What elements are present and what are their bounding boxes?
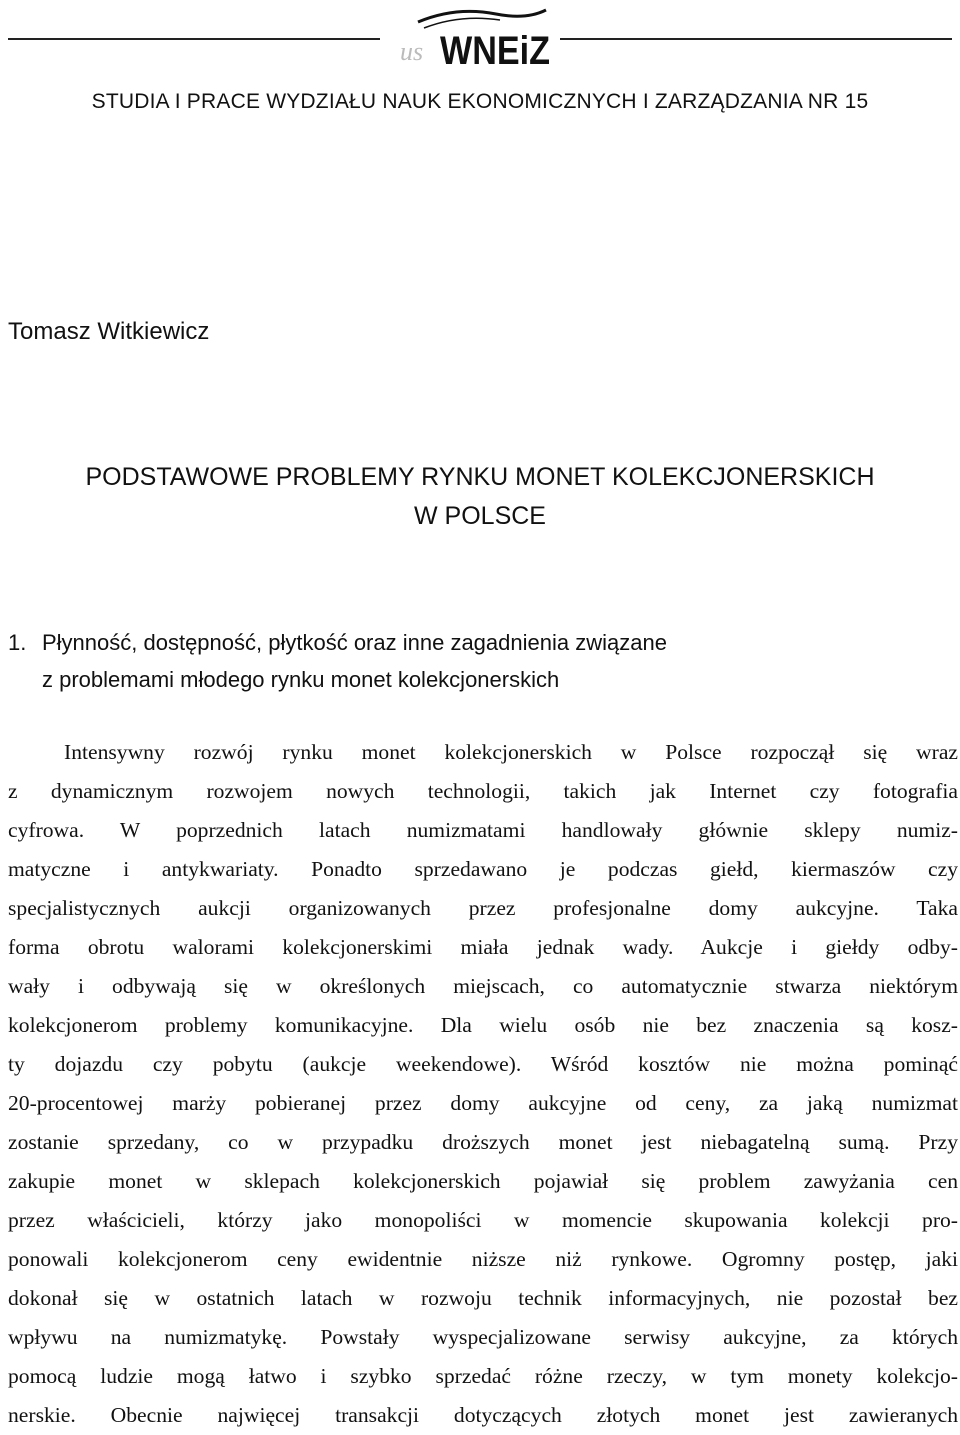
body-line: 20-procentowej marży pobieranej przez domy aukcyjne od ceny, za jaką numizmat xyxy=(8,1091,958,1115)
author-name: Tomasz Witkiewicz xyxy=(8,318,210,345)
section-title-line-2: z problemami młodego rynku monet kolekcjonerskich xyxy=(42,667,560,692)
body-line: ponowali kolekcjonerom ceny ewidentnie niższe niż rynkowe. Ogromny postęp, jaki xyxy=(8,1247,958,1271)
body-line: wpływu na numizmatykę. Powstały wyspecjalizowane serwisy aukcyjne, za których xyxy=(8,1325,958,1349)
body-line: cyfrowa. W poprzednich latach numizmatami handlowały głównie sklepy numiz- xyxy=(8,818,958,842)
body-line: przez właścicieli, którzy jako monopoliści w momencie skupowania kolekcji pro- xyxy=(8,1208,958,1232)
body-line: zakupie monet w sklepach kolekcjonerskich pojawiał się problem zawyżania cen xyxy=(8,1169,958,1193)
logo-text: WNEiZ xyxy=(440,29,550,72)
journal-title: STUDIA I PRACE WYDZIAŁU NAUK EKONOMICZNYCH I ZARZĄDZANIA NR 15 xyxy=(91,90,869,113)
body-line: ty dojazdu czy pobytu (aukcje weekendowe). Wśród kosztów nie można pominąć xyxy=(8,1052,958,1076)
article-title-line-1: PODSTAWOWE PROBLEMY RYNKU MONET KOLEKCJONERSKICH xyxy=(85,463,875,491)
article-title-line-2: W POLSCE xyxy=(414,502,546,530)
header-rule-left xyxy=(8,38,380,40)
section-heading xyxy=(8,624,908,698)
wneiz-logo xyxy=(396,4,556,72)
body-line: kolekcjonerom problemy komunikacyjne. Dla wielu osób nie bez znaczenia są kosz- xyxy=(8,1013,958,1037)
body-line: wały i odbywają się w określonych miejscach, co automatycznie stwarza niektórym xyxy=(8,974,958,998)
body-line: matyczne i antykwariaty. Ponadto sprzedawano je podczas giełd, kiermaszów czy xyxy=(8,857,958,881)
body-line: Intensywny rozwój rynku monet kolekcjonerskich w Polsce rozpoczął się wraz xyxy=(64,740,958,764)
body-line: dokonał się w ostatnich latach w rozwoju technik informacyjnych, nie pozostał bez xyxy=(8,1286,958,1310)
section-title-line-1: Płynność, dostępność, płytkość oraz inne zagadnienia związane xyxy=(42,630,667,655)
body-line: forma obrotu walorami kolekcjonerskimi miała jednak wady. Aukcje i giełdy odby- xyxy=(8,935,958,959)
logo-small-text: us xyxy=(400,37,424,66)
article-title xyxy=(0,458,960,536)
body-line: pomocą ludzie mogą łatwo i szybko sprzedać różne rzeczy, w tym monety kolekcjo- xyxy=(8,1364,958,1388)
body-line: zostanie sprzedany, co w przypadku droższych monet jest niebagatelną sumą. Przy xyxy=(8,1130,958,1154)
body-line: specjalistycznych aukcji organizowanych przez profesjonalne domy aukcyjne. Taka xyxy=(8,896,958,920)
header-rule-right xyxy=(560,38,952,40)
body-text xyxy=(8,733,958,1435)
section-number: 1. xyxy=(8,630,27,655)
body-line: nerskie. Obecnie najwięcej transakcji dotyczących złotych monet jest zawieranych xyxy=(8,1403,958,1427)
body-line: z dynamicznym rozwojem nowych technologii, takich jak Internet czy fotografia xyxy=(8,779,958,803)
